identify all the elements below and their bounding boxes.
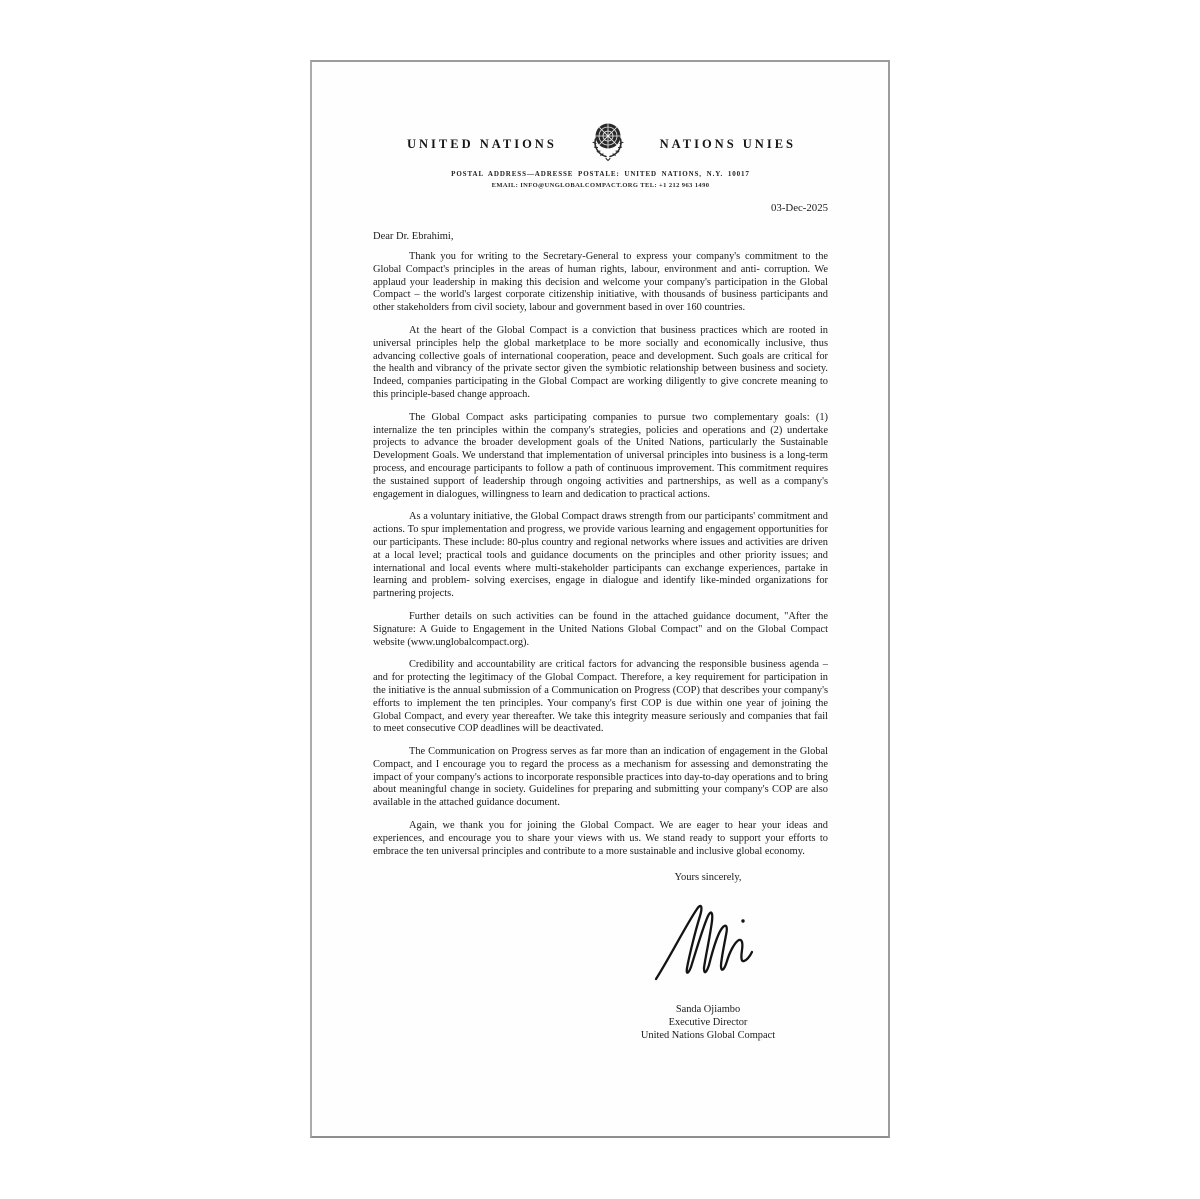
un-emblem-icon [591,120,625,167]
signature-block [603,872,813,1042]
letter-paragraph: Further details on such activities can be found in the attached guidance document, "After the Signature: A Guide to Engagement in the United Nations Global Compact" and on the Global Compact website (www.unglobalcompact.org). [373,610,828,648]
letter-content [312,62,888,1042]
closing-phrase: Yours sincerely, [674,872,742,884]
signature [652,899,764,991]
letterhead [373,122,828,167]
letter-body [373,251,828,858]
letter-paragraph: The Global Compact asks participating companies to pursue two complementary goals: (1) internalize the ten principles within the company's strategies, policies and operations and (2) undertake projects to advance the broader development goals of the United Nations, particularly the Sustainable Development Goals. We understand that implementation of universal principles into business is a long-term process, and encourage participants to follow a path of continuous improvement. This commitment requires the sustained support of leadership through ongoing activities and partnerships, as well as a company's engagement in dialogues, willingness to learn and dedication to practical actions. [373,411,828,500]
contact-line: EMAIL: INFO@UNGLOBALCOMPACT.ORG TEL: +1 212 963 1490 [491,182,710,189]
letter-paragraph: As a voluntary initiative, the Global Compact draws strength from our participants' commitment and actions. To spur implementation and progress, we provide various learning and engagement opportunities for our participants. These include: 80-plus country and regional networks where issues and activities are driven at a local level; practical tools and guidance documents on the principles and other priority issues; and international and local events where multi-stakeholder participants can exchange experiences, partake in learning and problem- solving exercises, engage in dialogue and identify like-minded organizations for partnering projects. [373,511,828,600]
signatory-title: Executive Director [668,1017,748,1029]
header-title-french: NATIONS UNIES [659,137,796,151]
letter-paragraph: Thank you for writing to the Secretary-General to express your company's commitment to the Global Compact's principles in the areas of human rights, labour, environment and anti- corruption. We applaud your leadership in making this decision and welcome your company's participation in the Global Compact – the world's largest corporate citizenship initiative, with thousands of business participants and other stakeholders from civil society, labour and government based in over 160 countries. [373,251,828,314]
signatory-organization: United Nations Global Compact [640,1030,776,1042]
letter-paragraph: At the heart of the Global Compact is a conviction that business practices which are rooted in universal principles help the global marketplace to be more socially and economically inclusive, thus advancing collective goals of international cooperation, peace and development. Such goals are critical for the health and vibrancy of the private sector given the symbiotic relationship between business and society. Indeed, companies participating in the Global Compact are working diligently to give concrete meaning to this principle-based change approach. [373,324,828,400]
header-title-english: UNITED NATIONS [407,137,557,151]
letter-page [310,60,890,1138]
postal-address-line: POSTAL ADDRESS—ADRESSE POSTALE: UNITED NATIONS, N.Y. 10017 [451,170,750,178]
letter-date: 03-Dec-2025 [771,202,828,214]
salutation: Dear Dr. Ebrahimi, [373,231,454,242]
signatory-name: Sanda Ojiambo [675,1004,741,1016]
letter-paragraph: Credibility and accountability are critical factors for advancing the responsible business agenda – and for protecting the legitimacy of the Global Compact. Therefore, a key requirement for participation in the initiative is the annual submission of a Communication on Progress (COP) that describes your company's efforts to implement the ten principles. Your company's first COP is due within one year of joining the Global Compact, and every year thereafter. We take this integrity measure seriously and companies that fail to meet consecutive COP deadlines will be deactivated. [373,659,828,735]
letter-paragraph: The Communication on Progress serves as far more than an indication of engagement in the Global Compact, and I encourage you to regard the process as a mechanism for assessing and demonstrating the impact of your company's actions to incorporate responsible practices into day-to-day operations and to bring about meaningful change in society. Guidelines for preparing and submitting your company's COP are also available in the attached guidance document. [373,746,828,809]
letter-paragraph: Again, we thank you for joining the Global Compact. We are eager to hear your ideas and experiences, and encourage you to share your views with us. We stand ready to support your efforts to embrace the ten universal principles and contribute to a more sustainable and inclusive global economy. [373,820,828,857]
